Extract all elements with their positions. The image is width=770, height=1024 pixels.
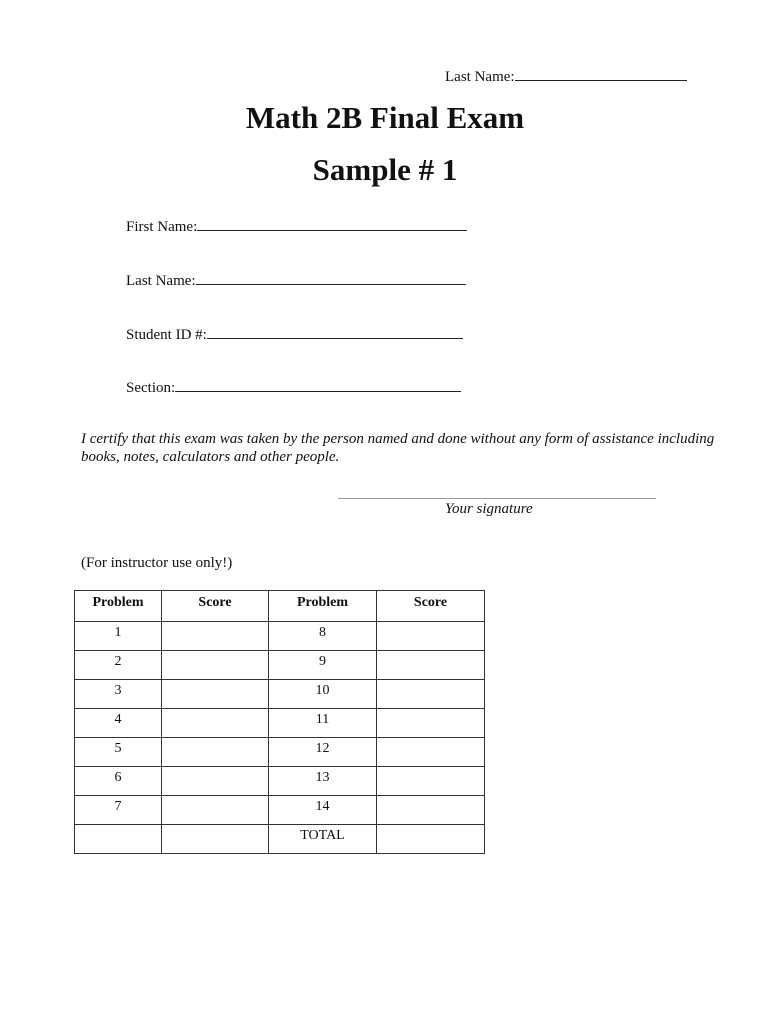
problem-number-cell: 12 bbox=[269, 738, 377, 767]
header-problem-left: Problem bbox=[75, 591, 162, 622]
table-row bbox=[75, 738, 485, 767]
problem-number-cell: 10 bbox=[269, 680, 377, 709]
score-cell[interactable] bbox=[377, 738, 485, 767]
score-cell[interactable] bbox=[377, 651, 485, 680]
score-cell[interactable] bbox=[162, 738, 269, 767]
last-name-field bbox=[126, 270, 466, 290]
problem-number-cell: 9 bbox=[269, 651, 377, 680]
score-cell[interactable] bbox=[162, 709, 269, 738]
score-table bbox=[74, 590, 485, 854]
table-row bbox=[75, 680, 485, 709]
first-name-field bbox=[126, 216, 467, 236]
score-cell[interactable] bbox=[162, 767, 269, 796]
problem-number-cell bbox=[75, 825, 162, 854]
top-last-name-label: Last Name: bbox=[445, 69, 515, 85]
section-label: Section: bbox=[126, 380, 176, 396]
student-id-field bbox=[126, 324, 463, 344]
exam-subtitle: Sample # 1 bbox=[312, 152, 458, 187]
score-cell[interactable] bbox=[377, 622, 485, 651]
total-label-cell: TOTAL bbox=[269, 825, 377, 854]
score-cell[interactable] bbox=[377, 796, 485, 825]
score-cell[interactable] bbox=[162, 651, 269, 680]
signature-line[interactable] bbox=[338, 498, 656, 499]
problem-number-cell: 6 bbox=[75, 767, 162, 796]
table-row bbox=[75, 709, 485, 738]
top-last-name-field bbox=[445, 66, 687, 86]
table-row-total bbox=[75, 825, 485, 854]
instructor-note: (For instructor use only!) bbox=[81, 555, 233, 571]
table-row bbox=[75, 651, 485, 680]
exam-title: Math 2B Final Exam bbox=[245, 100, 525, 135]
problem-number-cell: 11 bbox=[269, 709, 377, 738]
problem-number-cell: 13 bbox=[269, 767, 377, 796]
problem-number-cell: 8 bbox=[269, 622, 377, 651]
problem-number-cell: 2 bbox=[75, 651, 162, 680]
table-row bbox=[75, 796, 485, 825]
signature-label: Your signature bbox=[445, 501, 533, 517]
total-score-cell[interactable] bbox=[377, 825, 485, 854]
section-field bbox=[126, 377, 461, 397]
first-name-label: First Name: bbox=[126, 219, 198, 235]
header-score-left: Score bbox=[162, 591, 269, 622]
header-problem-right: Problem bbox=[269, 591, 377, 622]
header-score-right: Score bbox=[377, 591, 485, 622]
score-cell[interactable] bbox=[162, 680, 269, 709]
problem-number-cell: 4 bbox=[75, 709, 162, 738]
score-cell[interactable] bbox=[162, 796, 269, 825]
problem-number-cell: 7 bbox=[75, 796, 162, 825]
score-cell[interactable] bbox=[377, 709, 485, 738]
score-table-header-row bbox=[75, 591, 485, 622]
score-cell[interactable] bbox=[377, 680, 485, 709]
section-blank[interactable] bbox=[175, 377, 461, 392]
problem-number-cell: 14 bbox=[269, 796, 377, 825]
table-row bbox=[75, 767, 485, 796]
certification-statement: I certify that this exam was taken by the person named and done without any form of assistance including books, notes, calculators and other people. bbox=[81, 431, 715, 465]
score-cell[interactable] bbox=[162, 825, 269, 854]
last-name-label: Last Name: bbox=[126, 273, 196, 289]
score-cell[interactable] bbox=[377, 767, 485, 796]
problem-number-cell: 5 bbox=[75, 738, 162, 767]
score-cell[interactable] bbox=[162, 622, 269, 651]
top-last-name-blank[interactable] bbox=[515, 66, 687, 81]
student-id-blank[interactable] bbox=[207, 324, 463, 339]
table-row bbox=[75, 622, 485, 651]
last-name-blank[interactable] bbox=[196, 270, 466, 285]
problem-number-cell: 1 bbox=[75, 622, 162, 651]
problem-number-cell: 3 bbox=[75, 680, 162, 709]
student-id-label: Student ID #: bbox=[126, 327, 207, 343]
first-name-blank[interactable] bbox=[197, 216, 467, 231]
